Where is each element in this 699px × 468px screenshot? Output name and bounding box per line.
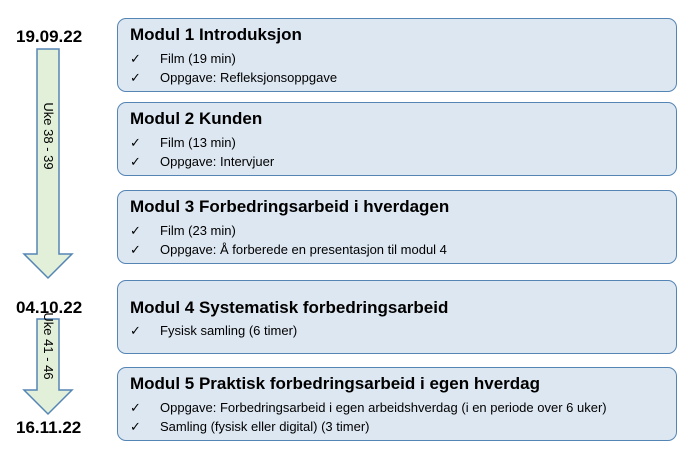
module-item [130,154,274,170]
check-icon: ✓ [130,135,141,150]
check-icon: ✓ [130,242,141,257]
module-item-text: Oppgave: Refleksjonsoppgave [160,70,338,85]
module-item-text: Oppgave: Å forberede en presentasjon til modul 4 [160,242,447,257]
check-icon: ✓ [130,154,141,169]
module-item [130,70,337,86]
module-item [130,242,447,258]
module-3-box [117,190,677,264]
module-item-text: Film (13 min) [160,135,236,150]
check-icon: ✓ [130,419,141,434]
check-icon: ✓ [130,323,141,338]
module-title: Modul 1 Introduksjon [130,25,302,44]
module-item-text: Oppgave: Forbedringsarbeid i egen arbeidshverdag (i en periode over 6 uker) [160,400,607,415]
module-item-text: Film (19 min) [160,51,236,66]
date-middle: 04.10.22 [16,298,83,317]
module-item-text: Samling (fysisk eller digital) (3 timer) [160,419,370,434]
module-item [130,400,607,416]
module-2-box [117,102,677,176]
module-5-box [117,367,677,441]
check-icon: ✓ [130,400,141,415]
module-item-text: Oppgave: Intervjuer [160,154,275,169]
week-label-2: Uke 41 - 46 [41,312,56,380]
module-title: Modul 4 Systematisk forbedringsarbeid [130,298,449,317]
module-title: Modul 2 Kunden [130,109,263,128]
module-item-text: Fysisk samling (6 timer) [160,323,298,338]
module-item [130,223,236,239]
module-item-text: Film (23 min) [160,223,236,238]
check-icon: ✓ [130,223,141,238]
module-title: Modul 5 Praktisk forbedringsarbeid i egen hverdag [130,374,540,393]
module-item [130,419,370,435]
module-item [130,323,297,339]
module-1-box [117,18,677,92]
module-title: Modul 3 Forbedringsarbeid i hverdagen [130,197,450,216]
date-end: 16.11.22 [16,418,82,437]
date-start: 19.09.22 [16,27,83,46]
module-4-box [117,280,677,354]
module-item [130,51,236,67]
module-item [130,135,236,151]
check-icon: ✓ [130,51,141,66]
check-icon: ✓ [130,70,141,85]
week-label-1: Uke 38 - 39 [41,102,56,170]
